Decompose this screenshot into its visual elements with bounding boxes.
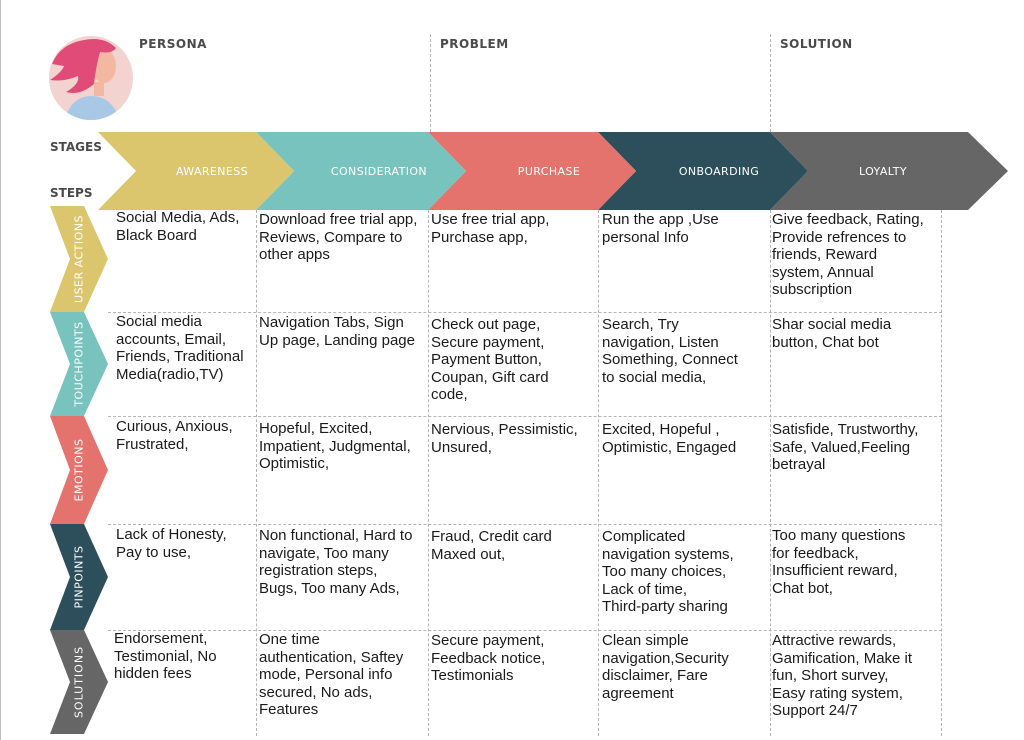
stages-label: STAGES: [50, 140, 102, 154]
stage-awareness: AWARENESS: [175, 165, 249, 178]
cell-touchpoints-awareness: Social media accounts, Email, Friends, Traditional Media(radio,TV): [116, 313, 244, 383]
grid-row-divider: [108, 630, 942, 631]
cell-pinpoints-awareness: Lack of Honesty, Pay to use,: [116, 526, 227, 561]
stage-purchase: PURCHASE: [517, 165, 581, 178]
stage-consideration: CONSIDERATION: [330, 165, 428, 178]
cell-emotions-purchase: Nervious, Pessimistic, Unsured,: [431, 421, 578, 456]
row-label-emotions: EMOTIONS: [72, 438, 86, 502]
solution-header: SOLUTION: [780, 37, 853, 51]
cell-touchpoints-consideration: Navigation Tabs, Sign Up page, Landing page: [259, 314, 415, 349]
steps-label: STEPS: [50, 186, 93, 200]
stage-onboarding: ONBOARDING: [678, 165, 760, 178]
grid-row-divider: [108, 416, 942, 417]
problem-header: PROBLEM: [440, 37, 509, 51]
cell-user-actions-onboarding: Run the app ,Use personal Info: [602, 211, 719, 246]
grid-column-divider: [598, 210, 599, 736]
cell-solutions-loyalty: Attractive rewards, Gamification, Make it fun, Short survey, Easy rating system, Support 24/7: [772, 632, 913, 719]
grid-row-divider: [108, 524, 942, 525]
cell-emotions-consideration: Hopeful, Excited, Impatient, Judgmental, Optimistic,: [259, 420, 411, 472]
cell-solutions-onboarding: Clean simple navigation,Security disclaimer, Fare agreement: [602, 632, 729, 702]
cell-pinpoints-loyalty: Too many questions for feedback, Insufficient reward, Chat bot,: [772, 527, 906, 597]
stage-loyalty: LOYALTY: [858, 165, 908, 178]
cell-touchpoints-purchase: Check out page, Secure payment, Payment Button, Coupan, Gift card code,: [431, 316, 549, 403]
grid-column-divider: [941, 210, 942, 736]
cell-solutions-purchase: Secure payment, Feedback notice, Testimonials: [431, 632, 546, 684]
cell-user-actions-loyalty: Give feedback, Rating, Provide refrences to friends, Reward system, Annual subscription: [772, 211, 924, 298]
cell-solutions-consideration: One time authentication, Saftey mode, Personal info secured, No ads, Features: [259, 631, 404, 718]
cell-emotions-awareness: Curious, Anxious, Frustrated,: [116, 418, 233, 453]
row-label-solutions: SOLUTIONS: [72, 645, 86, 719]
cell-user-actions-awareness: Social Media, Ads, Black Board: [116, 209, 240, 244]
grid-column-divider: [256, 210, 257, 736]
cell-touchpoints-loyalty: Shar social media button, Chat bot: [772, 316, 892, 351]
row-label-user-actions: USER ACTIONS: [72, 215, 86, 303]
grid-column-divider: [770, 210, 771, 736]
cell-touchpoints-onboarding: Search, Try navigation, Listen Something, Connect to social media,: [602, 316, 738, 386]
cell-user-actions-consideration: Download free trial app, Reviews, Compare to other apps: [259, 211, 418, 263]
row-label-touchpoints: TOUCHPOINTS: [72, 321, 86, 407]
row-label-pinpoints: PINPOINTS: [72, 545, 86, 609]
cell-emotions-loyalty: Satisfide, Trustworthy, Safe, Valued,Feeling betrayal: [772, 421, 919, 473]
cell-solutions-awareness: Endorsement, Testimonial, No hidden fees: [114, 630, 217, 682]
cell-pinpoints-onboarding: Complicated navigation systems, Too many choices, Lack of time, Third-party sharing: [602, 528, 734, 615]
cell-pinpoints-purchase: Fraud, Credit card Maxed out,: [431, 528, 552, 563]
persona-header: PERSONA: [139, 37, 207, 51]
cell-emotions-onboarding: Excited, Hopeful , Optimistic, Engaged: [602, 421, 737, 456]
grid-column-divider: [428, 210, 429, 736]
cell-user-actions-purchase: Use free trial app, Purchase app,: [431, 211, 550, 246]
cell-pinpoints-consideration: Non functional, Hard to navigate, Too many registration steps, Bugs, Too many Ads,: [259, 527, 413, 597]
